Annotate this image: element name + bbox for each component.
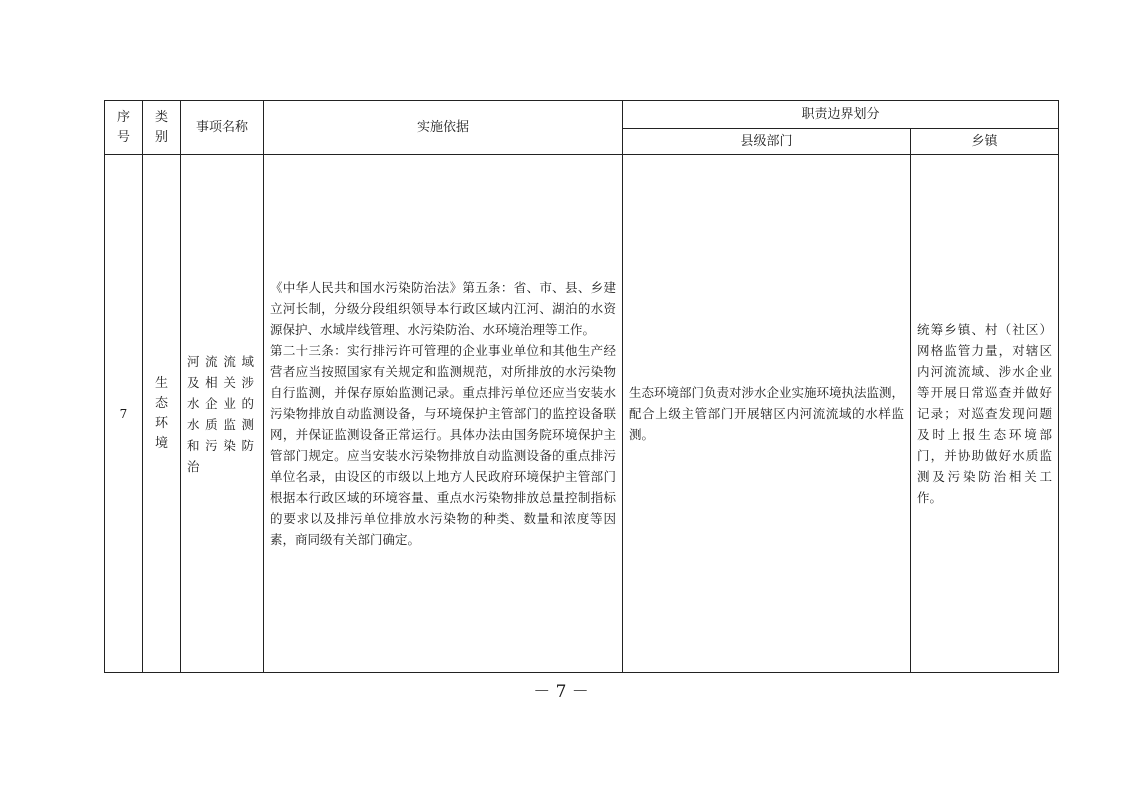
header-item-name: 事项名称 (181, 101, 264, 155)
header-responsibility: 职责边界划分 (623, 101, 1059, 129)
basis-paragraph: 第二十三条：实行排污许可管理的企业事业单位和其他生产经营者应当按照国家有关规定和监测规范，对所排放的水污染物自行监测，并保存原始监测记录。重点排污单位还应当安装水污染物排放自动监测设备，与环境保护主管部门的监控设备联网，并保证监测设备正常运行。具体办法由国务院环境保护主管部门规定。应当安装水污染物排放自动监测设备的重点排污单位名录，由设区的市级以上地方人民政府环境保护主管部门根据本行政区域的环境容量、重点水污染物排放总量控制指标的要求以及排污单位排放水污染物的种类、数量和浓度等因素，商同级有关部门确定。 (270, 343, 616, 547)
row-index: 7 (105, 155, 143, 673)
row-item-name: 河流流域及相关涉水企业的水质监测和污染防治 (181, 155, 264, 673)
header-township: 乡镇 (911, 129, 1059, 155)
row-township: 统筹乡镇、村（社区）网格监管力量，对辖区内河流流域、涉水企业等开展日常巡查并做好记录；对巡查发现问题及时上报生态环境部门，并协助做好水质监测及污染防治相关工作。 (911, 155, 1059, 673)
header-category: 类别 (143, 101, 181, 155)
header-county-dept: 县级部门 (623, 129, 911, 155)
row-county-dept: 生态环境部门负责对涉水企业实施环境执法监测，配合上级主管部门开展辖区内河流流域的水样监测。 (623, 155, 911, 673)
duty-boundary-table (104, 100, 1059, 673)
table-row (105, 155, 1059, 673)
table-header-row (105, 101, 1059, 129)
row-category: 生态环境 (143, 155, 181, 673)
header-index: 序号 (105, 101, 143, 155)
header-basis: 实施依据 (264, 101, 623, 155)
row-basis (264, 155, 623, 673)
page-number: － 7 － (533, 682, 589, 702)
basis-paragraph: 《中华人民共和国水污染防治法》第五条：省、市、县、乡建立河长制，分级分段组织领导本行政区域内江河、湖泊的水资源保护、水域岸线管理、水污染防治、水环境治理等工作。 (270, 280, 616, 337)
